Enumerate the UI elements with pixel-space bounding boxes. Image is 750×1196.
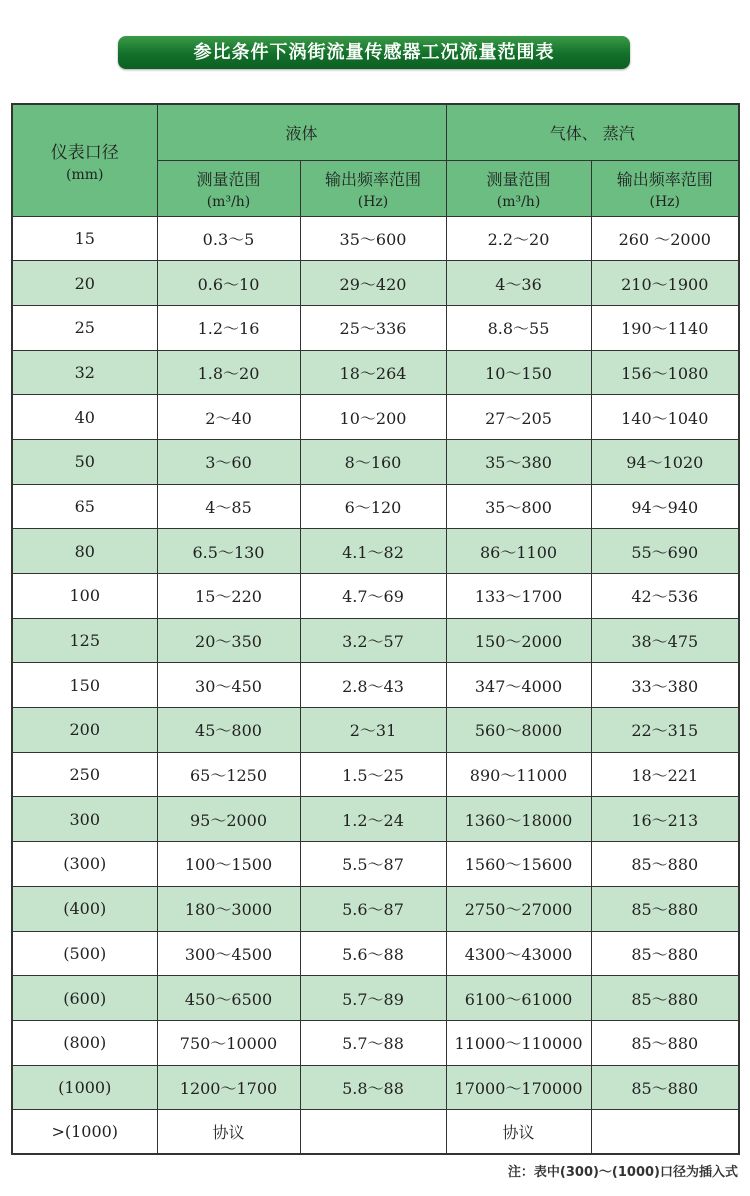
liquid-freq-cell: 2～31	[300, 708, 446, 753]
gas-range-cell: 2.2～20	[446, 216, 591, 261]
gas-freq-cell: 18～221	[591, 752, 739, 797]
liquid-freq-cell: 2.8～43	[300, 663, 446, 708]
gas-freq-cell: 190～1140	[591, 305, 739, 350]
gas-range-cell: 347～4000	[446, 663, 591, 708]
diameter-cell: (500)	[12, 931, 157, 976]
table-row	[12, 976, 739, 1021]
table-row	[12, 842, 739, 887]
liquid-freq-cell: 3.2～57	[300, 618, 446, 663]
table-row	[12, 663, 739, 708]
liquid-freq-cell: 5.6～88	[300, 931, 446, 976]
diameter-cell: (800)	[12, 1020, 157, 1065]
table-row	[12, 708, 739, 753]
freq-label: 输出频率范围	[616, 169, 713, 189]
gas-range-cell: 4～36	[446, 261, 591, 306]
table-row	[12, 395, 739, 440]
table-row	[12, 886, 739, 931]
gas-range-cell: 6100～61000	[446, 976, 591, 1021]
gas-range-cell: 35～380	[446, 439, 591, 484]
gas-freq-cell: 85～880	[591, 1020, 739, 1065]
liquid-freq-cell: 1.2～24	[300, 797, 446, 842]
range-label: 测量范围	[196, 169, 261, 189]
liquid-range-cell: 30～450	[157, 663, 300, 708]
gas-range-cell: 1360～18000	[446, 797, 591, 842]
diameter-cell: 80	[12, 529, 157, 574]
liquid-freq-cell: 6～120	[300, 484, 446, 529]
diameter-cell: 300	[12, 797, 157, 842]
liquid-range-cell: 95～2000	[157, 797, 300, 842]
diameter-cell: 250	[12, 752, 157, 797]
freq-unit: (Hz)	[357, 193, 389, 210]
diameter-cell: 25	[12, 305, 157, 350]
diameter-cell: 65	[12, 484, 157, 529]
range-unit: (m³/h)	[496, 193, 541, 210]
liquid-freq-cell: 5.8～88	[300, 1065, 446, 1110]
liquid-range-cell: 45～800	[157, 708, 300, 753]
gas-freq-cell: 85～880	[591, 842, 739, 887]
diameter-cell: 125	[12, 618, 157, 663]
gas-range-cell: 27～205	[446, 395, 591, 440]
table-row	[12, 350, 739, 395]
gas-range-cell: 35～800	[446, 484, 591, 529]
liquid-freq-cell: 10～200	[300, 395, 446, 440]
diameter-label: 仪表口径	[50, 142, 119, 163]
gas-range-cell: 1560～15600	[446, 842, 591, 887]
gas-freq-cell: 42～536	[591, 574, 739, 619]
table-row	[12, 574, 739, 619]
gas-freq-cell	[591, 1110, 739, 1155]
gas-range-cell: 2750～27000	[446, 886, 591, 931]
table-row	[12, 1110, 739, 1155]
gas-range-cell: 11000～110000	[446, 1020, 591, 1065]
diameter-unit: (mm)	[66, 166, 104, 183]
diameter-cell: 150	[12, 663, 157, 708]
gas-range-cell: 133～1700	[446, 574, 591, 619]
table-row	[12, 752, 739, 797]
gas-range-cell: 560～8000	[446, 708, 591, 753]
gas-range-cell: 10～150	[446, 350, 591, 395]
liquid-freq-cell: 5.7～89	[300, 976, 446, 1021]
liquid-freq-cell: 4.1～82	[300, 529, 446, 574]
flow-range-table	[11, 103, 740, 1155]
liquid-range-cell: 1.8～20	[157, 350, 300, 395]
liquid-freq-cell: 1.5～25	[300, 752, 446, 797]
gas-freq-cell: 85～880	[591, 976, 739, 1021]
liquid-range-cell: 100～1500	[157, 842, 300, 887]
liquid-range-cell: 65～1250	[157, 752, 300, 797]
liquid-range-cell: 0.6～10	[157, 261, 300, 306]
diameter-cell: (600)	[12, 976, 157, 1021]
table-row	[12, 797, 739, 842]
liquid-freq-cell: 29～420	[300, 261, 446, 306]
liquid-range-cell: 300～4500	[157, 931, 300, 976]
gas-range-cell: 协议	[446, 1110, 591, 1155]
freq-unit: (Hz)	[649, 193, 681, 210]
liquid-range-cell: 4～85	[157, 484, 300, 529]
liquid-range-cell: 15～220	[157, 574, 300, 619]
liquid-freq-cell: 25～336	[300, 305, 446, 350]
table-row	[12, 529, 739, 574]
gas-freq-cell: 140～1040	[591, 395, 739, 440]
liquid-freq-cell: 5.7～88	[300, 1020, 446, 1065]
table-row	[12, 216, 739, 261]
gas-range-cell: 890～11000	[446, 752, 591, 797]
liquid-range-cell: 3～60	[157, 439, 300, 484]
diameter-cell: (300)	[12, 842, 157, 887]
liquid-range-cell: 6.5～130	[157, 529, 300, 574]
liquid-freq-cell: 5.5～87	[300, 842, 446, 887]
liquid-range-cell: 协议	[157, 1110, 300, 1155]
liquid-range-cell: 2～40	[157, 395, 300, 440]
diameter-cell: 15	[12, 216, 157, 261]
liquid-range-cell: 1200～1700	[157, 1065, 300, 1110]
table-row	[12, 618, 739, 663]
table-row	[12, 931, 739, 976]
diameter-cell: 200	[12, 708, 157, 753]
diameter-cell: 32	[12, 350, 157, 395]
liquid-range-cell: 750～10000	[157, 1020, 300, 1065]
table-row	[12, 484, 739, 529]
gas-header: 气体、 蒸汽	[446, 104, 739, 160]
gas-freq-cell: 210～1900	[591, 261, 739, 306]
table-row	[12, 439, 739, 484]
liquid-freq-cell: 5.6～87	[300, 886, 446, 931]
table-row	[12, 1065, 739, 1110]
table-body	[12, 216, 739, 1154]
table-row	[12, 261, 739, 306]
diameter-cell: 40	[12, 395, 157, 440]
gas-freq-cell: 94～940	[591, 484, 739, 529]
gas-range-cell: 4300～43000	[446, 931, 591, 976]
range-label: 测量范围	[486, 169, 551, 189]
diameter-header	[12, 104, 157, 216]
table-row	[12, 1020, 739, 1065]
gas-range-cell: 86～1100	[446, 529, 591, 574]
gas-freq-cell: 22～315	[591, 708, 739, 753]
gas-freq-cell: 85～880	[591, 1065, 739, 1110]
range-unit: (m³/h)	[206, 193, 251, 210]
table-row	[12, 305, 739, 350]
liquid-freq-cell: 8～160	[300, 439, 446, 484]
gas-range-cell: 150～2000	[446, 618, 591, 663]
gas-freq-cell: 85～880	[591, 886, 739, 931]
gas-freq-cell: 94～1020	[591, 439, 739, 484]
diameter-cell: (1000)	[12, 1065, 157, 1110]
liquid-freq-cell	[300, 1110, 446, 1155]
liquid-range-cell: 180～3000	[157, 886, 300, 931]
liquid-range-cell: 1.2～16	[157, 305, 300, 350]
gas-freq-cell: 156～1080	[591, 350, 739, 395]
diameter-cell: 50	[12, 439, 157, 484]
liquid-range-cell: 0.3～5	[157, 216, 300, 261]
diameter-cell: (400)	[12, 886, 157, 931]
liquid-freq-cell: 35～600	[300, 216, 446, 261]
gas-freq-cell: 260 ～2000	[591, 216, 739, 261]
liquid-range-cell: 450～6500	[157, 976, 300, 1021]
gas-range-cell: 17000～170000	[446, 1065, 591, 1110]
table-title: 参比条件下涡街流量传感器工况流量范围表	[118, 36, 630, 69]
gas-freq-cell: 38～475	[591, 618, 739, 663]
liquid-freq-cell: 18～264	[300, 350, 446, 395]
diameter-cell: 20	[12, 261, 157, 306]
diameter-cell: 100	[12, 574, 157, 619]
diameter-cell: >(1000)	[12, 1110, 157, 1155]
gas-range-cell: 8.8～55	[446, 305, 591, 350]
freq-label: 输出频率范围	[325, 169, 422, 189]
liquid-freq-cell: 4.7～69	[300, 574, 446, 619]
gas-freq-cell: 55～690	[591, 529, 739, 574]
liquid-range-header	[157, 160, 300, 216]
liquid-header: 液体	[157, 104, 446, 160]
gas-freq-cell: 16～213	[591, 797, 739, 842]
gas-freq-header	[591, 160, 739, 216]
liquid-range-cell: 20～350	[157, 618, 300, 663]
footnote: 注：表中(300)～(1000)口径为插入式	[507, 1165, 738, 1180]
liquid-freq-header	[300, 160, 446, 216]
gas-range-header	[446, 160, 591, 216]
gas-freq-cell: 33～380	[591, 663, 739, 708]
gas-freq-cell: 85～880	[591, 931, 739, 976]
